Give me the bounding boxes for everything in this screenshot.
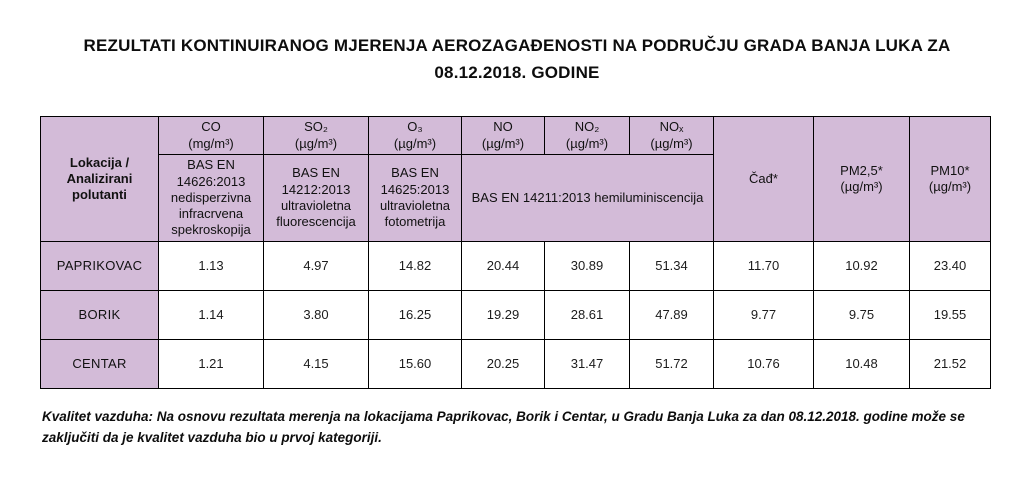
pollutant-unit: (µg/m³) [565,135,609,151]
location-cell: BORIK [41,290,159,339]
value-cell: 4.97 [264,241,369,290]
table-row-centar [41,339,991,388]
col-header-no2 [545,117,630,155]
value-cell: 9.77 [714,290,814,339]
value-cell: 19.55 [910,290,991,339]
location-cell: PAPRIKOVAC [41,241,159,290]
pollutant-name: CO [201,119,221,135]
pollutant-name: NO₂ [574,119,600,135]
value-cell: 3.80 [264,290,369,339]
value-cell: 10.48 [814,339,910,388]
pollutant-name: O₃ [407,119,423,135]
pollutant-unit: (µg/m³) [393,135,437,151]
col-header-pm10 [910,117,991,242]
pollutant-name: Čađ* [749,171,778,186]
value-cell: 14.82 [369,241,462,290]
col-header-cadj [714,117,814,242]
air-quality-conclusion-note: Kvalitet vazduha: Na osnovu rezultata merenja na lokacijama Paprikovac, Borik i Centar, u Gradu Banja Luka za dan 08.12.2018. godine može se zaključiti da je kvalitet vazduha bio u prvoj kategoriji. [42,408,965,446]
pollutant-unit: (mg/m³) [188,135,234,151]
value-cell: 19.29 [462,290,545,339]
value-cell: 21.52 [910,339,991,388]
table-row-borik [41,290,991,339]
pollutant-name: SO₂ [304,119,328,135]
pollutant-unit: (µg/m³) [650,135,693,151]
method-cell-co: BAS EN 14626:2013 nedisperzivna infracrvena spekroskopija [159,154,264,241]
value-cell: 31.47 [545,339,630,388]
method-cell-o3: BAS EN 14625:2013 ultravioletna fotometrija [369,154,462,241]
pollutant-unit: (µg/m³) [840,179,883,195]
value-cell: 1.21 [159,339,264,388]
value-cell: 15.60 [369,339,462,388]
pollutant-unit: (µg/m³) [928,179,972,195]
value-cell: 30.89 [545,241,630,290]
value-cell: 4.15 [264,339,369,388]
col-header-nox [630,117,714,155]
pollutant-unit: (µg/m³) [481,135,525,151]
col-header-co [159,117,264,155]
value-cell: 10.92 [814,241,910,290]
location-cell: CENTAR [41,339,159,388]
col-header-o3 [369,117,462,155]
value-cell: 28.61 [545,290,630,339]
pollutant-name: PM2,5* [840,162,883,178]
value-cell: 51.34 [630,241,714,290]
page-title: REZULTATI KONTINUIRANOG MJERENJA AEROZAGAĐENOSTI NA PODRUČJU GRADA BANJA LUKA ZA 08.12.2018. GODINE [83,36,951,83]
value-cell: 10.76 [714,339,814,388]
method-cell-so2: BAS EN 14212:2013 ultravioletna fluorescencija [264,154,369,241]
pollutant-name: PM10* [930,162,970,178]
col-header-no [462,117,545,155]
value-cell: 20.44 [462,241,545,290]
col-header-pm25 [814,117,910,242]
results-table [40,116,991,389]
col-header-so2 [264,117,369,155]
value-cell: 16.25 [369,290,462,339]
value-cell: 1.13 [159,241,264,290]
pollutant-unit: (µg/m³) [294,135,338,151]
value-cell: 51.72 [630,339,714,388]
pollutant-name: NOₓ [659,119,684,135]
method-cell-no-group: BAS EN 14211:2013 hemiluminiscencija [462,154,714,241]
table-row-paprikovac [41,241,991,290]
report-page [0,32,1034,449]
value-cell: 20.25 [462,339,545,388]
corner-header-cell: Lokacija / Analizirani polutanti [41,117,159,242]
pollutant-name: NO [493,119,513,135]
value-cell: 11.70 [714,241,814,290]
value-cell: 9.75 [814,290,910,339]
value-cell: 47.89 [630,290,714,339]
value-cell: 1.14 [159,290,264,339]
header-row-pollutants [41,117,991,155]
value-cell: 23.40 [910,241,991,290]
